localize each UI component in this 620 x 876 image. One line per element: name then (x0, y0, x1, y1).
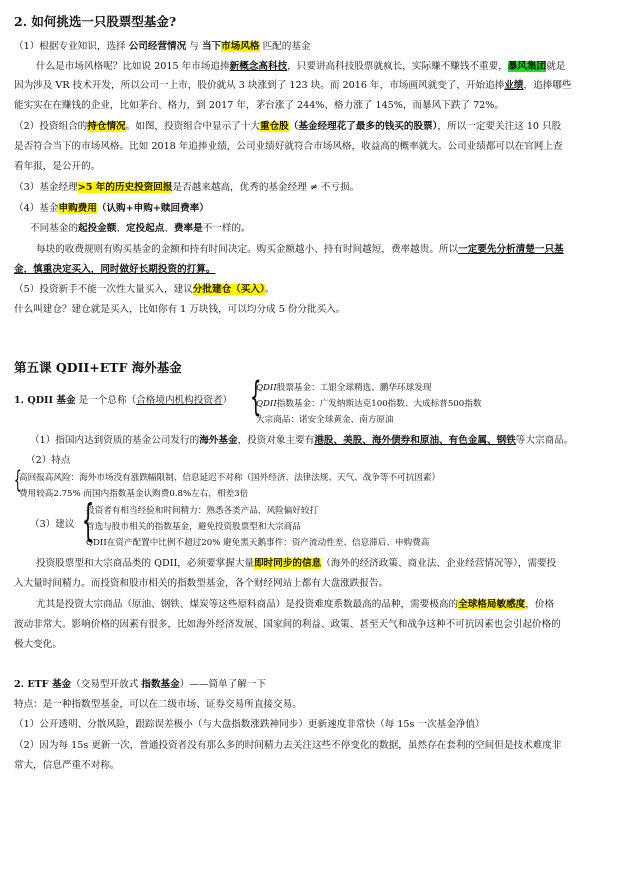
etf-point-1: （1）公开透明、分散风险，跟踪误差极小（与大盘指数涨跌神同步）更新速度非常快（每 15s 一次基金净值） (14, 719, 485, 730)
qdii-brace-icon: { (249, 374, 262, 420)
etf-point-2-line1: （2）因为每 15s 更新一次，普通投资者没有那么多的时间精力去关注这些不停变化的数据，虽然存在套利的空间但是技术难度非 (14, 740, 562, 751)
etf-point-2-line2: 常大，信息严重不对称。 (14, 760, 120, 771)
point-4-line4: 金，慎重决定买入，同时做好长期投资的打算。 (14, 264, 216, 275)
qdii-sub-stock: QDII股票基金：工银全球精选、鹏华环球发现 (256, 383, 432, 393)
qdii-info-para-line2: 入大量时间精力。而投资和股市相关的指数型基金，各个财经网站上都有大盘涨跌报告。 (14, 578, 389, 589)
features-brace-icon: { (13, 466, 22, 494)
advice-index-first: 首选与股市相关的指数基金，避免投资股票型和大宗商品 (86, 522, 301, 532)
feature-high-risk: 高回报高风险：海外市场没有涨跌幅限制、信息延迟不对称（国外经济、法律法规、天气、战争等不可抗因素） (19, 473, 441, 483)
point-2-line1: （2）投资组合的持仓情况。如图，投资组合中显示了十大重仓股（基金经理花了最多的钱买的股票），所以一定要关注这 10 只股 (14, 121, 562, 132)
point-5: （5）投资新手不能一次性大量买入，建议分批建仓（买入）。 (14, 284, 275, 295)
qdii-point-1: （1）指国内达到资质的基金公司发行的海外基金，投资对象主要有港股、美股、海外债券和原油、有色金属、钢铁等大宗商品。 (30, 435, 574, 446)
point-1: （1）根据专业知识，选择 公司经营情况 与 当下市场风格 匹配的基金 (14, 41, 311, 52)
build-position-explain: 什么叫建仓？建仓就是买入，比如你有 1 万块钱，可以均分成 5 份分批买入。 (14, 304, 346, 315)
advice-experience: 投资者有相当经验和时间精力：熟悉各类产品，风险偏好较打 (86, 506, 319, 516)
advice-brace-icon: { (81, 495, 95, 546)
market-style-para-line1: 什么是市场风格呢？比如说 2015 年市场追捧新概念高科技，只要讲高科技股票就疯长，实际赚不赚钱不重要，暴风集团就是 (36, 61, 566, 72)
commodity-para-line3: 极大变化。 (14, 639, 62, 650)
advice-allocation-limit: QDII在资产配置中比例不超过20% 避免黑天鹅事件：资产流动性差、信息滞后、申购费高 (86, 538, 430, 548)
feature-high-fee: 费用较高2.75% 而国内指数基金认购费0.8%左右，相差3倍 (19, 489, 249, 499)
commodity-para-line1: 尤其是投资大宗商品（原油、钢铁、煤炭等这些原料商品）是投资难度系数最高的品种，需要极高的全球格局敏感度，价格 (36, 599, 555, 610)
point-4-line3: 每块的收费规则有购买基金的金额和持有时间决定。购买金额越小、持有时间越短，费率越贵。所以一定要先分析清楚一只基 (36, 244, 564, 255)
point-2-line3: 看年报，是公开的。 (14, 161, 101, 172)
etf-heading: 2. ETF 基金（交易型开放式 指数基金）——简单了解一下 (14, 679, 267, 690)
lesson-five-heading: 第五课 QDII+ETF 海外基金 (14, 360, 182, 375)
point-4: （4）基金申购费用（认购+申购+赎回费率） (14, 203, 209, 214)
point-3: （3）基金经理>5 年的历史投资回报是否越来越高，优秀的基金经理 ≠ 不亏损。 (14, 182, 360, 193)
section-heading-how-to-pick: 2. 如何挑选一只股票型基金? (14, 14, 177, 29)
market-style-para-line2: 因为涉及 VR 技术开发，所以公司一上市，股价就从 3 块涨到了 123 块。而 2016 年，市场画风就变了，开始追捧业绩，追捧哪些 (14, 80, 572, 91)
qdii-features-label: （2）特点 (26, 455, 71, 466)
qdii-advice-label: （3）建议 (30, 519, 75, 530)
qdii-sub-index: QDII指数基金：广发纳斯达克100指数、大成标普500指数 (256, 399, 482, 409)
qdii-sub-commodity: 大宗商品：诺安全球黄金、南方原油 (256, 415, 394, 425)
market-style-para-line3: 能实实在在赚钱的企业，比如茅台、格力，到 2017 年，茅台涨了 244%、格力涨了 145%，而暴风下跌了 72%。 (14, 100, 504, 111)
etf-feature: 特点：是一种指数型基金，可以在二级市场、证券交易所直接交易。 (14, 699, 302, 710)
point-2-line2: 是否符合当下的市场风格。比如 2018 年追捧业绩，公司业绩好就符合市场风格，收益高的概率就大。公司业绩都可以在官网上查 (14, 141, 563, 152)
qdii-definition: 1. QDII 基金 是一个总称（合格境内机构投资者） (14, 395, 233, 406)
commodity-para-line2: 波动非常大。影响价格的因素有很多，比如海外经济发展、国家间的利益、政策、甚至天气和战争这种不可抗因素也会引起价格的 (14, 619, 561, 630)
qdii-info-para-line1: 投资股票型和大宗商品类的 QDII，必须要掌握大量即时同步的信息（海外的经济政策、商业法、企业经营情况等），需要投 (36, 558, 557, 569)
point-4-line2: 不同基金的起投金额、定投起点、费率是不一样的。 (30, 223, 251, 234)
